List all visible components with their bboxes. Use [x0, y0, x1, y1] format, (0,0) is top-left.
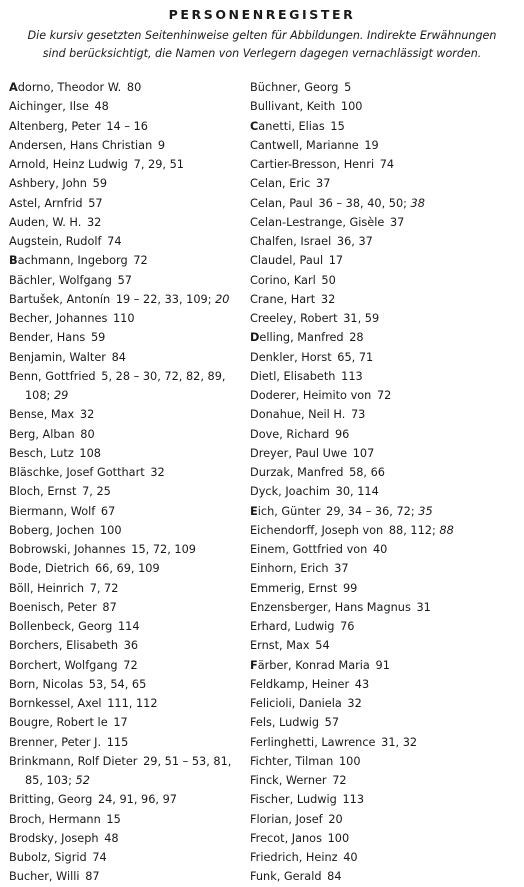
- entry-pages: 17: [328, 254, 344, 268]
- index-column-right: [250, 78, 518, 887]
- entry-pages: 108: [79, 446, 101, 460]
- intro-line: Die kursiv gesetzten Seitenhinweise gelten für Abbildungen. Indirekte Erwähnungen: [27, 29, 497, 42]
- entry-name: Cantwell, Marianne: [250, 138, 359, 152]
- index-entry: [9, 367, 245, 406]
- index-entry: [9, 136, 245, 155]
- index-entry: [250, 752, 518, 771]
- entry-name: ich, Günter: [257, 504, 321, 518]
- entry-pages: 31: [416, 600, 431, 614]
- entry-pages: 80: [80, 427, 95, 441]
- entry-pages: 67: [100, 504, 116, 518]
- entry-pages: 73: [350, 408, 366, 422]
- index-entry: [250, 405, 518, 424]
- entry-pages: 84: [111, 350, 126, 364]
- entry-pages: 15, 72, 109: [131, 543, 196, 556]
- entry-pages: 58, 66: [349, 466, 385, 479]
- entry-pages: 48: [104, 831, 119, 845]
- index-entry: [9, 425, 245, 444]
- index-entry: [9, 502, 245, 521]
- entry-name: Auden, W. H.: [9, 215, 82, 229]
- entry-pages: 37: [334, 562, 349, 576]
- entry-name: Bender, Hans: [9, 331, 86, 345]
- index-entry: [250, 271, 518, 290]
- entry-pages: 7, 72: [89, 581, 119, 595]
- entry-pages: 72: [376, 389, 392, 402]
- entry-pages: 43: [354, 677, 370, 691]
- index-entry: [250, 232, 518, 251]
- index-entry: [9, 174, 245, 193]
- index-entry: [9, 78, 245, 97]
- entry-pages: 114: [118, 620, 140, 633]
- index-entry: [9, 675, 245, 694]
- index-entry: [9, 271, 245, 290]
- index-entry: [250, 810, 518, 829]
- entry-pages: 59: [90, 331, 106, 345]
- entry-name: Donahue, Neil H.: [250, 408, 346, 422]
- entry-illustration-pages: 29: [53, 389, 69, 402]
- entry-illustration-pages: 35: [418, 504, 433, 518]
- entry-name: Arnold, Heinz Ludwig: [9, 158, 128, 171]
- index-entry: [250, 97, 518, 116]
- entry-name: Celan-Lestrange, Gisèle: [250, 215, 385, 229]
- index-entry: [9, 694, 245, 713]
- index-entry: [9, 848, 245, 867]
- index-entry: [250, 309, 518, 328]
- index-entry: [250, 136, 518, 155]
- index-entry: [250, 386, 518, 405]
- entry-pages: 32: [320, 292, 336, 306]
- entry-pages: 110: [113, 312, 135, 325]
- index-entry: [9, 482, 245, 501]
- entry-name: Erhard, Ludwig: [250, 620, 335, 633]
- entry-pages: 5: [344, 81, 352, 94]
- index-entry: [9, 617, 245, 636]
- entry-name: Andersen, Hans Christian: [9, 138, 153, 152]
- entry-pages: 7, 25: [82, 485, 111, 499]
- index-entry: [250, 579, 518, 598]
- entry-name: Bloch, Ernst: [9, 485, 77, 499]
- entry-pages: 20: [328, 812, 343, 826]
- index-entry: [250, 78, 518, 97]
- entry-pages: 48: [94, 100, 109, 114]
- index-entry: [250, 733, 518, 752]
- index-entry: [9, 829, 245, 848]
- entry-pages: 76: [340, 620, 355, 633]
- entry-name: Ferlinghetti, Lawrence: [250, 735, 376, 749]
- entry-name: Enzensberger, Hans Magnus: [250, 600, 411, 614]
- entry-name: ärber, Konrad Maria: [257, 658, 370, 672]
- entry-pages: 24, 91, 96, 97: [97, 793, 177, 807]
- entry-pages: 100: [340, 100, 363, 114]
- index-entry: [250, 617, 518, 636]
- entry-pages: 57: [324, 716, 340, 730]
- index-entry: [9, 117, 245, 136]
- index-entry: [250, 694, 518, 713]
- index-entry: [250, 656, 518, 675]
- entry-name: Brinkmann, Rolf Dieter: [9, 754, 138, 768]
- entry-pages: 88, 112;: [388, 523, 436, 537]
- entry-pages: 32: [347, 697, 362, 710]
- entry-pages: 107: [352, 446, 375, 460]
- index-entry: [9, 733, 245, 752]
- index-entry: [250, 598, 518, 617]
- index-entry: [250, 675, 518, 694]
- entry-pages: 19 – 22, 33, 109;: [115, 292, 212, 306]
- entry-pages: 15: [330, 119, 345, 133]
- entry-name: Bucher, Willi: [9, 870, 80, 884]
- entry-pages: 57: [88, 196, 103, 210]
- entry-name: Dove, Richard: [250, 427, 330, 441]
- entry-pages: 115: [106, 735, 129, 749]
- index-entry: [250, 848, 518, 867]
- index-entry: [250, 559, 518, 578]
- index-entry: [250, 174, 518, 193]
- section-initial: B: [9, 254, 18, 268]
- entry-name: Corino, Karl: [250, 273, 316, 287]
- index-entry: [250, 194, 518, 213]
- index-entry: [250, 251, 518, 270]
- entry-name: Fichter, Tilman: [250, 754, 334, 768]
- index-entry: [250, 636, 518, 655]
- entry-name: Dietl, Elisabeth: [250, 369, 336, 383]
- index-entry: [250, 213, 518, 232]
- entry-name: elling, Manfred: [259, 331, 344, 345]
- entry-name: Crane, Hart: [250, 292, 316, 306]
- entry-name: Feldkamp, Heiner: [250, 677, 350, 691]
- entry-pages: 72: [332, 774, 347, 787]
- entry-name: Altenberg, Peter: [9, 119, 101, 133]
- index-entry: [250, 829, 518, 848]
- entry-name: Broch, Hermann: [9, 812, 101, 826]
- entry-name: Bense, Max: [9, 408, 75, 422]
- entry-name: Bougre, Robert le: [9, 716, 108, 730]
- entry-pages: 28: [349, 331, 364, 345]
- entry-pages: 74: [107, 235, 122, 248]
- index-entry: [250, 463, 518, 482]
- section-initial: F: [250, 658, 258, 672]
- entry-illustration-pages: 38: [410, 196, 425, 210]
- index-entry: [9, 194, 245, 213]
- entry-name: Britting, Georg: [9, 793, 93, 807]
- entry-pages: 113: [341, 369, 363, 383]
- index-entry: [9, 290, 245, 309]
- entry-name: Emmerig, Ernst: [250, 581, 338, 595]
- entry-pages: 66, 69, 109: [95, 562, 160, 576]
- entry-illustration-pages: 20: [215, 292, 230, 306]
- entry-name: Becher, Johannes: [9, 312, 108, 325]
- index-column-left: [9, 78, 245, 887]
- entry-name: Felicioli, Daniela: [250, 697, 342, 710]
- entry-name: dorno, Theodor W.: [17, 81, 122, 94]
- index-entry: [250, 328, 518, 347]
- entry-name: Borchers, Elisabeth: [9, 639, 119, 653]
- entry-pages: 87: [85, 870, 100, 884]
- entry-pages: 99: [342, 581, 358, 595]
- entry-name: Brenner, Peter J.: [9, 735, 102, 749]
- entry-pages: 113: [342, 793, 365, 807]
- entry-name: achmann, Ingeborg: [17, 254, 128, 268]
- index-entry: [9, 752, 245, 791]
- entry-name: Astel, Arnfrid: [9, 196, 83, 210]
- entry-pages: 59: [92, 177, 108, 191]
- entry-name: Augstein, Rudolf: [9, 235, 102, 248]
- entry-name: Doderer, Heimito von: [250, 389, 372, 402]
- entry-name: Bläschke, Josef Gotthart: [9, 466, 145, 479]
- entry-name: Durzak, Manfred: [250, 466, 344, 479]
- entry-name: Bobrowski, Johannes: [9, 543, 126, 556]
- index-entry: [250, 444, 518, 463]
- index-entry: [250, 713, 518, 732]
- entry-pages: 108;: [25, 389, 51, 402]
- entry-name: Friedrich, Heinz: [250, 851, 338, 864]
- entry-pages: 40: [343, 851, 358, 864]
- entry-pages: 40: [372, 543, 388, 556]
- entry-name: Bollenbeck, Georg: [9, 620, 113, 633]
- entry-pages: 53, 54, 65: [88, 677, 147, 691]
- index-entry: [9, 232, 245, 251]
- entry-name: Aichinger, Ilse: [9, 100, 89, 114]
- entry-name: Benjamin, Walter: [9, 350, 106, 364]
- entry-pages: 100: [327, 831, 350, 845]
- entry-name: Dyck, Joachim: [250, 485, 330, 499]
- entry-pages: 74: [92, 851, 107, 864]
- entry-name: Brodsky, Joseph: [9, 831, 99, 845]
- entry-pages: 9: [157, 138, 166, 152]
- section-initial: E: [250, 504, 258, 518]
- entry-pages: 32: [86, 215, 102, 229]
- entry-pages: 36, 37: [336, 235, 373, 248]
- entry-pages: 91: [375, 658, 390, 672]
- entry-pages: 5, 28 – 30, 72, 82, 89,: [101, 369, 226, 383]
- entry-name: Bornkessel, Axel: [9, 697, 102, 710]
- entry-pages: 96: [334, 427, 350, 441]
- entry-continuation: [9, 386, 245, 405]
- index-entry: [9, 521, 245, 540]
- index-entry: [9, 713, 245, 732]
- entry-pages: 85, 103;: [25, 774, 72, 787]
- index-entry: [250, 348, 518, 367]
- intro-line: sind berücksichtigt, die Namen von Verlegern dagegen vernachlässigt worden.: [42, 47, 482, 60]
- entry-pages: 37: [316, 177, 331, 191]
- entry-pages: 7, 29, 51: [133, 158, 184, 171]
- entry-pages: 50: [321, 273, 336, 287]
- entry-name: Chalfen, Israel: [250, 235, 332, 248]
- entry-name: Ashbery, John: [9, 177, 87, 191]
- entry-pages: 87: [102, 600, 117, 614]
- index-entry: [9, 213, 245, 232]
- entry-name: Florian, Josef: [250, 812, 323, 826]
- entry-pages: 29, 34 – 36, 72;: [326, 504, 415, 518]
- index-entry: [9, 328, 245, 347]
- index-entry: [9, 656, 245, 675]
- entry-name: Benn, Gottfried: [9, 369, 96, 383]
- entry-name: Eichendorff, Joseph von: [250, 523, 384, 537]
- entry-illustration-pages: 52: [75, 774, 90, 787]
- entry-name: Denkler, Horst: [250, 350, 332, 364]
- section-initial: A: [9, 81, 18, 94]
- entry-illustration-pages: 88: [439, 523, 454, 537]
- index-entry: [250, 367, 518, 386]
- index-entry: [250, 502, 518, 521]
- entry-name: Einhorn, Erich: [250, 562, 329, 576]
- page-title: PERSONENREGISTER: [168, 7, 356, 22]
- entry-continuation: [9, 771, 245, 790]
- entry-pages: 30, 114: [335, 485, 379, 499]
- entry-name: anetti, Elias: [258, 119, 325, 133]
- entry-name: Boenisch, Peter: [9, 600, 97, 614]
- entry-pages: 72: [133, 254, 148, 268]
- index-entry: [9, 790, 245, 809]
- entry-pages: 19: [364, 138, 379, 152]
- entry-name: Finck, Werner: [250, 774, 327, 787]
- index-entry: [9, 867, 245, 886]
- entry-pages: 32: [79, 408, 95, 422]
- entry-name: Biermann, Wolf: [9, 504, 96, 518]
- entry-pages: 15: [106, 812, 121, 826]
- entry-name: Cartier-Bresson, Henri: [250, 158, 375, 171]
- entry-name: Fischer, Ludwig: [250, 793, 337, 807]
- index-entry: [250, 155, 518, 174]
- entry-pages: 72: [123, 658, 138, 672]
- entry-name: Bode, Dietrich: [9, 562, 90, 576]
- entry-name: Bächler, Wolfgang: [9, 273, 112, 287]
- index-entry: [9, 540, 245, 559]
- entry-pages: 57: [117, 273, 132, 287]
- entry-pages: 100: [99, 523, 122, 537]
- index-entry: [250, 482, 518, 501]
- entry-name: Funk, Gerald: [250, 870, 322, 884]
- entry-name: Claudel, Paul: [250, 254, 324, 268]
- index-entry: [9, 251, 245, 270]
- entry-name: Born, Nicolas: [9, 677, 84, 691]
- index-entry: [9, 579, 245, 598]
- entry-pages: 31, 59: [343, 312, 380, 325]
- entry-name: Büchner, Georg: [250, 81, 339, 94]
- entry-pages: 36 – 38, 40, 50;: [318, 196, 407, 210]
- index-entry: [250, 425, 518, 444]
- entry-name: Fels, Ludwig: [250, 716, 320, 730]
- entry-pages: 31, 32: [381, 735, 418, 749]
- entry-pages: 29, 51 – 53, 81,: [143, 754, 232, 768]
- entry-pages: 17: [113, 716, 128, 730]
- entry-name: Einem, Gottfried von: [250, 543, 368, 556]
- index-entry: [250, 771, 518, 790]
- entry-name: Bubolz, Sigrid: [9, 851, 87, 864]
- index-entry: [9, 636, 245, 655]
- entry-pages: 111, 112: [107, 697, 158, 710]
- entry-name: Borchert, Wolfgang: [9, 658, 118, 672]
- index-entry: [9, 405, 245, 424]
- index-entry: [9, 463, 245, 482]
- index-entry: [9, 559, 245, 578]
- index-entry: [9, 97, 245, 116]
- index-entry: [250, 521, 518, 540]
- entry-pages: 80: [126, 81, 142, 94]
- entry-name: Frecot, Janos: [250, 831, 322, 845]
- entry-name: Celan, Eric: [250, 177, 311, 191]
- entry-pages: 100: [338, 754, 361, 768]
- index-entry: [250, 117, 518, 136]
- entry-name: Bullivant, Keith: [250, 100, 336, 114]
- intro-note: [0, 27, 524, 63]
- index-entry: [9, 348, 245, 367]
- entry-pages: 84: [327, 870, 342, 884]
- entry-pages: 54: [315, 639, 330, 653]
- entry-name: Celan, Paul: [250, 196, 313, 210]
- entry-name: Berg, Alban: [9, 427, 75, 441]
- entry-name: Dreyer, Paul Uwe: [250, 446, 348, 460]
- index-entry: [250, 290, 518, 309]
- entry-name: Creeley, Robert: [250, 312, 338, 325]
- entry-name: Bartušek, Antonín: [9, 292, 111, 306]
- entry-pages: 37: [390, 215, 405, 229]
- index-entry: [9, 810, 245, 829]
- entry-name: Boberg, Jochen: [9, 523, 95, 537]
- entry-pages: 36: [123, 639, 139, 653]
- entry-pages: 74: [379, 158, 395, 171]
- index-entry: [250, 790, 518, 809]
- section-initial: C: [250, 119, 259, 133]
- entry-pages: 65, 71: [337, 350, 374, 364]
- index-entry: [9, 155, 245, 174]
- entry-name: Böll, Heinrich: [9, 581, 85, 595]
- entry-pages: 32: [150, 466, 165, 479]
- entry-name: Ernst, Max: [250, 639, 310, 653]
- section-initial: D: [250, 331, 260, 345]
- index-entry: [9, 309, 245, 328]
- entry-pages: 14 – 16: [106, 119, 148, 133]
- entry-name: Besch, Lutz: [9, 446, 74, 460]
- index-entry: [9, 598, 245, 617]
- index-entry: [250, 867, 518, 886]
- index-entry: [250, 540, 518, 559]
- index-entry: [9, 444, 245, 463]
